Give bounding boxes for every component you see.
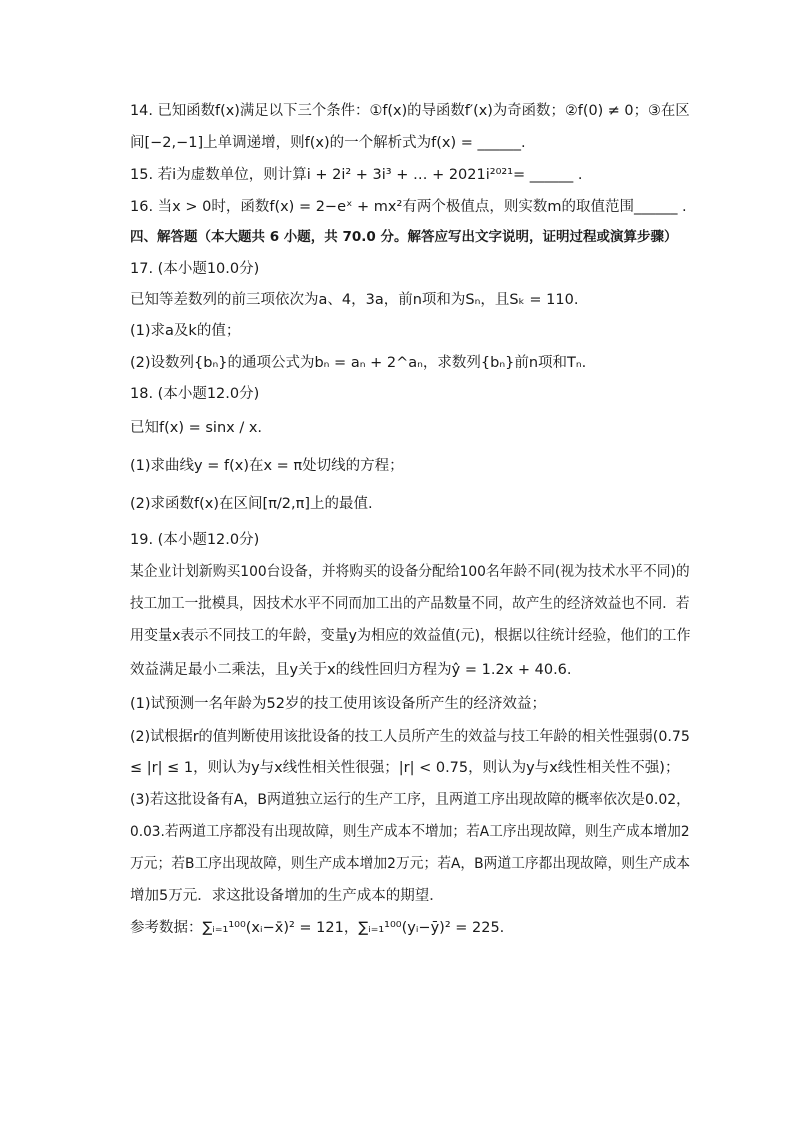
question-19-stem-3: 用变量x表示不同技工的年龄，变量y为相应的效益值(元)，根据以往统计经验，他们的工作 — [130, 628, 691, 644]
question-19-part-2-line-2: ≤ |r| ≤ 1，则认为y与x线性相关性很强；|r| < 0.75，则认为y与x线性相关性不强)； — [130, 760, 680, 776]
question-19-stem-4: 效益满足最小二乘法，且y关于x的线性回归方程为ŷ = 1.2x + 40.6. — [130, 662, 572, 678]
question-18-part-2: (2)求函数f(x)在区间[π/2,π]上的最值. — [130, 496, 373, 512]
question-17-part-1: (1)求a及k的值； — [130, 323, 241, 339]
question-18-header: 18. (本小题12.0分) — [130, 386, 260, 402]
question-14-line-1: 14. 已知函数f(x)满足以下三个条件：①f(x)的导函数f′(x)为奇函数；②f(0) ≠ 0；③在区 — [130, 103, 690, 119]
question-19-part-3-line-3: 万元；若B工序出现故障，则生产成本增加2万元；若A，B两道工序都出现故障，则生产成本 — [130, 856, 691, 872]
section-4-heading: 四、解答题（本大题共 6 小题，共 70.0 分。解答应写出文字说明，证明过程或演算步骤） — [130, 229, 678, 245]
question-16: 16. 当x > 0时，函数f(x) = 2−eˣ + mx²有两个极值点，则实数m的取值范围______ . — [130, 199, 687, 215]
question-17-stem: 已知等差数列的前三项依次为a、4，3a，前n项和为Sₙ，且Sₖ = 110. — [130, 292, 579, 308]
question-17-part-2: (2)设数列{bₙ}的通项公式为bₙ = aₙ + 2^aₙ，求数列{bₙ}前n项和Tₙ. — [130, 355, 587, 371]
question-19-part-2-line-1: (2)试根据r的值判断使用该批设备的技工人员所产生的效益与技工年龄的相关性强弱(0.75 — [130, 729, 690, 745]
question-14-line-2: 间[−2,−1]上单调递增，则f(x)的一个解析式为f(x) = ______. — [130, 135, 526, 151]
question-19-part-3-line-2: 0.03.若两道工序都没有出现故障，则生产成本不增加；若A工序出现故障，则生产成本增加2 — [130, 824, 690, 840]
question-18-stem: 已知f(x) = sinx / x. — [130, 420, 263, 436]
reference-data: 参考数据：∑ᵢ₌₁¹⁰⁰(xᵢ−x̄)² = 121，∑ᵢ₌₁¹⁰⁰(yᵢ−ȳ)² = 225. — [130, 920, 505, 936]
question-19-part-3-line-4: 增加5万元．求这批设备增加的生产成本的期望． — [130, 888, 444, 904]
question-19-part-1: (1)试预测一名年龄为52岁的技工使用该设备所产生的经济效益； — [130, 696, 546, 712]
question-19-stem-2: 技工加工一批模具，因技术水平不同而加工出的产品数量不同，故产生的经济效益也不同．若 — [130, 596, 690, 612]
question-19-part-3-line-1: (3)若这批设备有A，B两道独立运行的生产工序，且两道工序出现故障的概率依次是0.02， — [130, 792, 691, 808]
question-19-stem-1: 某企业计划新购买100台设备，并将购买的设备分配给100名年龄不同(视为技术水平不同)的 — [130, 564, 690, 580]
question-15: 15. 若i为虚数单位，则计算i + 2i² + 3i³ + … + 2021i²⁰²¹= ______ . — [130, 167, 583, 183]
question-19-header: 19. (本小题12.0分) — [130, 532, 260, 548]
question-17-header: 17. (本小题10.0分) — [130, 261, 260, 277]
question-18-part-1: (1)求曲线y = f(x)在x = π处切线的方程； — [130, 458, 404, 474]
